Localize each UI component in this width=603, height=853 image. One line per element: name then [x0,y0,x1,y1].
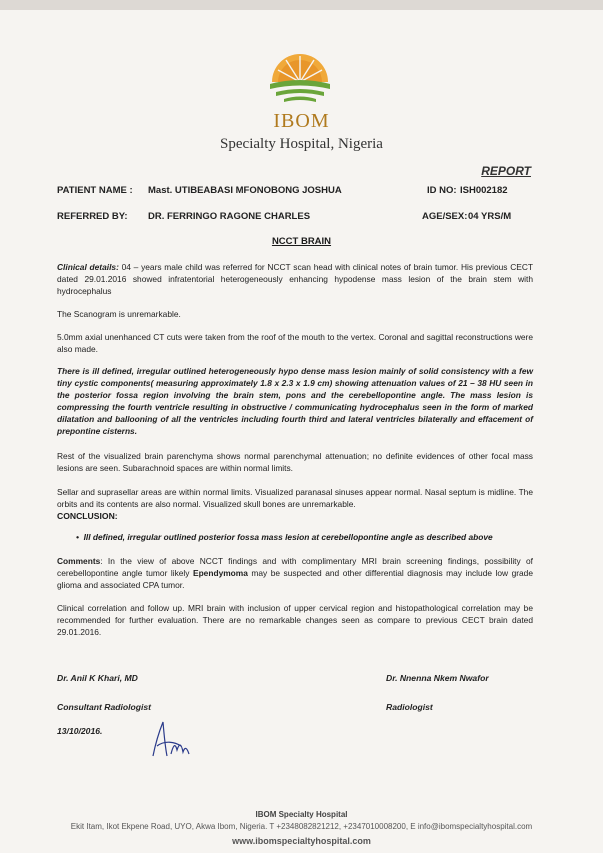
right-signatory-role: Radiologist [386,702,433,712]
report-label: REPORT [481,164,531,178]
report-date: 13/10/2016. [57,726,103,736]
technique-text: 5.0mm axial unenhanced CT cuts were taken from the roof of the mouth to the vertex. Coronal and sagittal reconstructions were also made. [57,332,533,354]
id-value: ISH002182 [460,185,508,196]
scan-border [0,0,603,10]
referred-by: DR. FERRINGO RAGONE CHARLES [148,211,311,222]
comments-label: Comments [57,556,101,566]
footer-website: www.ibomspecialtyhospital.com [232,836,371,846]
parenchyma-text: Rest of the visualized brain parenchyma shows normal parenchymal attenuation; no definite evidences of other focal mass lesions are seen. Subarachnoid spaces are within normal limits. [57,451,533,473]
hospital-name: IBOM [273,110,330,132]
conclusion-label: CONCLUSION: [57,511,118,521]
left-signatory-name: Dr. Anil K Khari, MD [57,673,138,683]
comments-text: : In the view of above NCCT findings and with complimentary MRI brain screening findings, possibility of cerebellopontine angle tumor likely [57,556,533,578]
hospital-logo-icon [266,42,334,108]
bullet-icon: • [76,532,84,542]
footer-name: IBOM Specialty Hospital [255,810,348,819]
id-label: ID NO: [427,185,457,196]
left-signatory-role: Consultant Radiologist [57,702,152,712]
conclusion-text: Ill defined, irregular outlined posterior fossa mass lesion at cerebellopontine angle as described above [83,532,493,542]
comments [57,555,533,591]
patient-name-label: PATIENT NAME : [57,185,133,196]
correlation-text: Clinical correlation and follow up. MRI brain with inclusion of upper cervical region and histopathological correlation may be recommended for further evaluation. There are no remarkable changes seen as compare to previous CECT brain dated 29.01.2016. [57,603,533,637]
referred-label: REFERRED BY: [57,211,128,222]
sellar-text: Sellar and suprasellar areas are within normal limits. Visualized paranasal sinuses appear normal. Nasal septum is midline. The orbits and its contents are also normal. Visualized skull bones are unremarkable. [57,487,533,509]
clinical-label: Clinical details: [57,262,119,272]
age-sex-label: AGE/SEX: [422,211,468,222]
right-signatory-name: Dr. Nnenna Nkem Nwafor [386,673,489,683]
conclusion-item [76,532,493,542]
signature-icon [145,716,195,762]
age-sex-value: 04 YRS/M [468,211,512,222]
scanogram-text: The Scanogram is unremarkable. [57,309,181,319]
footer-address: Ekit Itam, Ikot Ekpene Road, UYO, Akwa Ibom, Nigeria. T +2348082821212, +2347010008200, E info@ibomspecialtyhospital.com [70,822,533,831]
clinical-text: 04 – years male child was referred for NCCT scan head with clinical notes of brain tumor. His previous CECT dated 29.01.2016 showed infratentorial heterogeneously enhancing hypodense mass lesion of the brain stem with hydrocephalus [57,262,534,296]
comments-text-end: may be suspected and other differential diagnosis may include low grade glioma and associated CPA tumor. [57,568,533,590]
exam-title: NCCT BRAIN [271,236,332,247]
patient-name: Mast. UTIBEABASI MFONOBONG JOSHUA [148,185,342,196]
findings-text: There is ill defined, irregular outlined heterogeneously hypo dense mass lesion mainly of solid consistency with a few tiny cystic components( measuring approximately 1.8 x 2.3 x 1.9 cm) showing attenuation values of 21 – 38 HU seen in the posterior fossa region involving the brain stem, pons and the cerebellopontine angle. The mass lesion is compressing the fourth ventricle resulting in obstructive / communicating hydrocephalus seen in the form of marked dilatation and ballooning of all the ventricles including fourth third and lateral ventricles bilaterally and effacement of prepontine cisterns. [57,366,533,436]
diagnosis-term: Ependymoma [192,568,248,578]
clinical-details [57,261,533,297]
hospital-subtitle: Specialty Hospital, Nigeria [220,136,383,152]
